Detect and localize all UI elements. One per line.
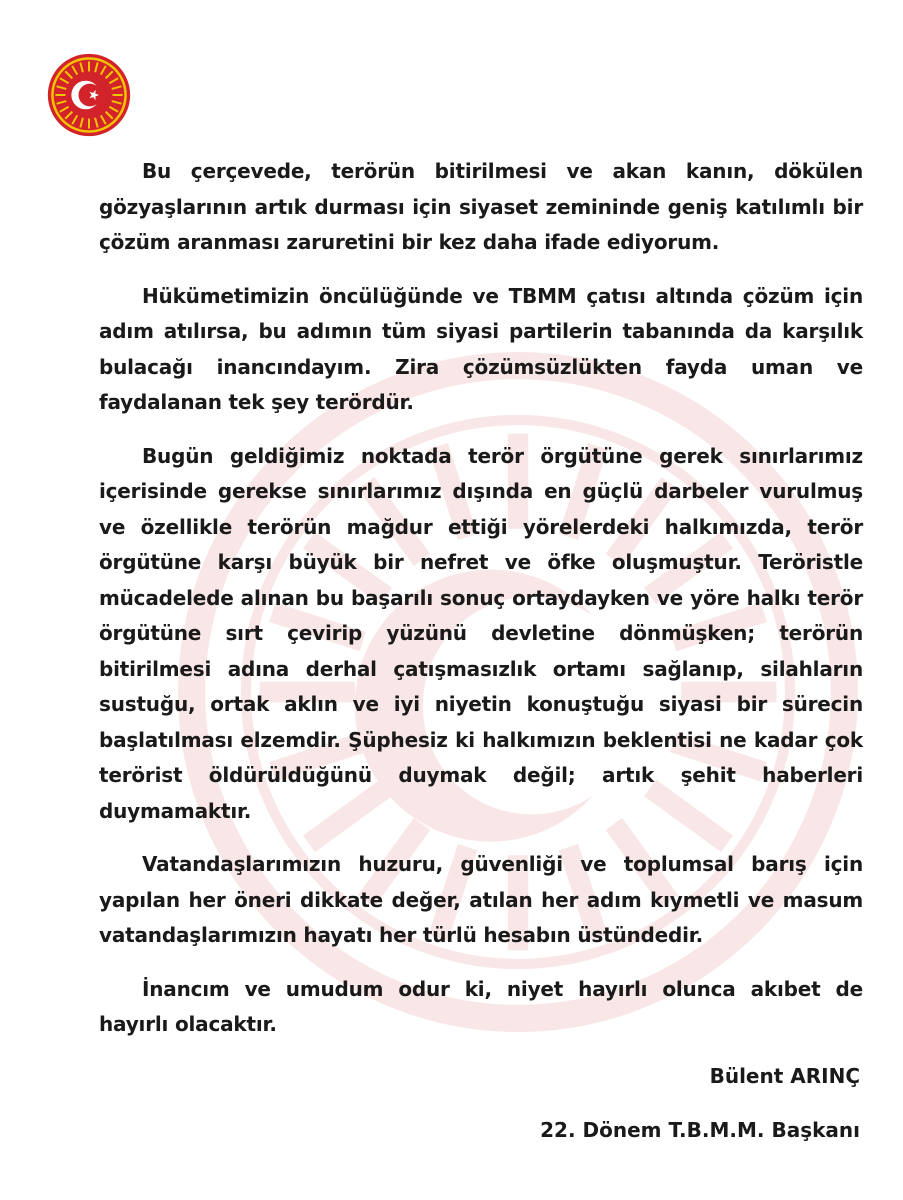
signatory-title: 22. Dönem T.B.M.M. Başkanı (540, 1118, 860, 1142)
signature-block (540, 1064, 860, 1142)
signatory-name: Bülent ARINÇ (709, 1064, 860, 1088)
paragraph: Hükümetimizin öncülüğünde ve TBMM çatısı altında çözüm için adım atılırsa, bu adımın tüm siyasi partilerin tabanında da karşılık bulacağı inancındayım. Zira çözümsüzlükten fayda uman ve faydalanan tek şey terördür. (99, 283, 863, 414)
tbmm-emblem-icon (47, 53, 131, 137)
paragraph: İnancım ve umudum odur ki, niyet hayırlı olunca akıbet de hayırlı olacaktır. (99, 976, 863, 1036)
paragraph: Bu çerçevede, terörün bitirilmesi ve akan kanın, dökülen gözyaşlarının artık durması için siyaset zemininde geniş katılımlı bir çözüm aranması zaruretini bir kez daha ifade ediyorum. (99, 159, 863, 254)
paragraph: Bugün geldiğimiz noktada terör örgütüne gerek sınırlarımız içerisinde gerekse sınırlarımız dışında en güçlü darbeler vurulmuş ve özellikle terörün mağdur ettiği yörelerdeki halkımızda, terör örgütüne karşı büyük bir nefret ve öfke oluşmuştur. Teröristle mücadelede alınan bu başarılı sonuç ortaydayken ve yöre halkı terör örgütüne sırt çevirip yüzünü devletine dönmüşken; terörün bitirilmesi adına derhal çatışmasızlık ortamı sağlanıp, silahların sustuğu, ortak aklın ve iyi niyetin konuştuğu siyasi bir sürecin başlatılması elzemdir. Şüphesiz ki halkımızın beklentisi ne kadar çok terörist öldürüldüğünü duymak değil; artık şehit haberleri duymamaktır. (99, 443, 863, 823)
letter-body (99, 154, 863, 1061)
paragraph: Vatandaşlarımızın huzuru, güvenliği ve toplumsal barış için yapılan her öneri dikkate değer, atılan her adım kıymetli ve masum vatandaşlarımızın hayatı her türlü hesabın üstündedir. (99, 852, 863, 947)
